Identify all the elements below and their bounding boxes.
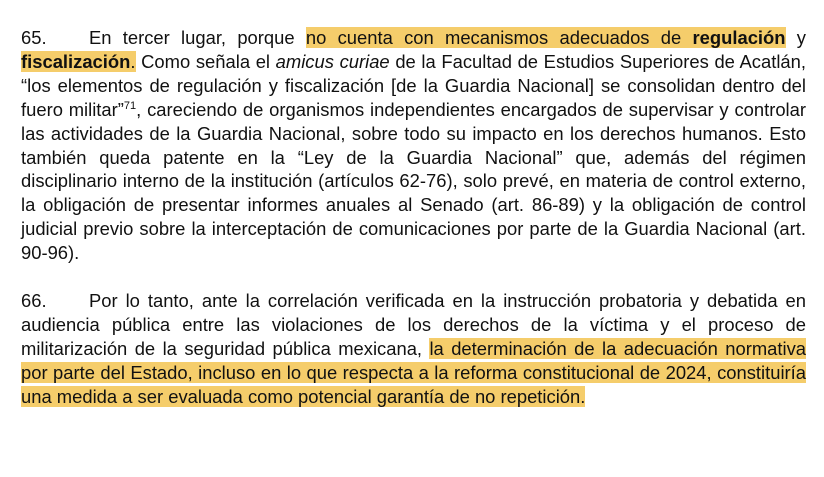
paragraph-65 <box>21 26 806 265</box>
paragraph-text: y <box>785 27 806 48</box>
paragraph-number: 66. <box>21 290 47 312</box>
paragraph-text: Por lo tanto, ante la correlación verificada en la instrucción probatoria y debatida en audiencia pública entre las violaciones de los derechos de la víctima y el proceso de militarización de la seguridad pública mexicana, <box>21 290 806 359</box>
highlighted-phrase: no cuenta con mecanismos adecuados de <box>305 27 693 48</box>
paragraph-text: , careciendo de organismos independientes encargados de supervisar y controlar las actividades de la Guardia Nacional, sobre todo su impacto en los derechos humanos. Esto también queda patente en la “Ley de la Guardia Nacional” que, además del régimen disciplinario interno de la institución (artículos 62-76), solo prevé, en materia de control externo, la obligación de presentar informes anuales al Senado (art. 86-89) y la obligación de control judicial previo sobre la interceptación de comunicaciones por parte de la Guardia Nacional (art. 90-96). <box>21 98 806 264</box>
footnote-marker[interactable]: 71 <box>123 99 137 112</box>
paragraph-text: de la Facultad de Estudios Superiores de Acatlán, “los elementos de regulación y fiscalización [de la Guardia Nacional] se consolidan dentro del fuero militar” <box>21 50 806 120</box>
bold-term-fiscalizacion: fiscalización <box>21 50 131 72</box>
italic-term-amicus-curiae: amicus curiae <box>275 50 390 72</box>
bold-term-regulacion: regulación <box>692 27 786 48</box>
paragraph-66 <box>21 289 806 409</box>
highlighted-text: la determinación de la adecuación normativa por parte del Estado, incluso en lo que respecta a la reforma constitucional de 2024, constituiría una medida a ser evaluada como potencial garantía de no repetición. <box>21 337 806 407</box>
highlighted-period: . <box>130 50 136 72</box>
highlighted-text <box>306 27 786 48</box>
paragraph-text: Como señala el <box>135 50 276 72</box>
document-page <box>21 26 806 409</box>
paragraph-number: 65. <box>21 27 47 48</box>
paragraph-text: En tercer lugar, porque <box>89 27 306 48</box>
highlighted-text <box>21 51 136 72</box>
